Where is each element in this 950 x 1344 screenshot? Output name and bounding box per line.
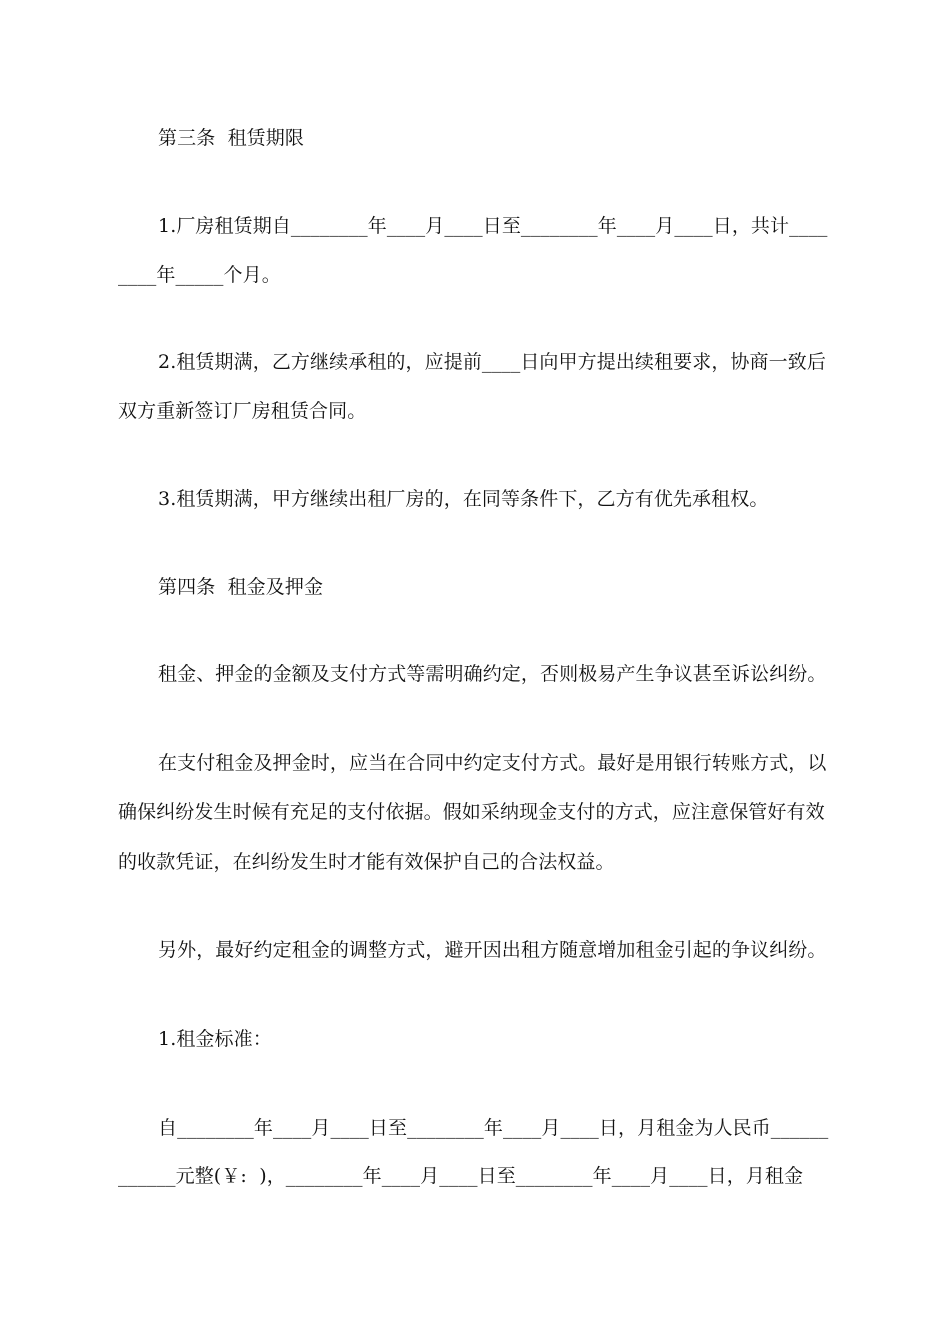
section4-item1: 1.租金标准： bbox=[158, 1028, 272, 1050]
rent-line2: ______元整(￥: )，________年____月____日至________年____月____日，月租金 bbox=[118, 1165, 804, 1187]
section4-para2-line1: 在支付租金及押金时，应当在合同中约定支付方式。最好是用银行转账方式，以 bbox=[158, 752, 827, 774]
section4-para2-line2: 确保纠纷发生时候有充足的支付依据。假如采纳现金支付的方式，应注意保管好有效 bbox=[118, 801, 825, 823]
section3-item1-line1 bbox=[158, 217, 830, 236]
section4-para3: 另外，最好约定租金的调整方式，避开因出租方随意增加租金引起的争议纠纷。 bbox=[158, 939, 827, 961]
section3-item1-line2: ____年_____个月。 bbox=[118, 264, 281, 286]
section3-item2-line2: 双方重新签订厂房租赁合同。 bbox=[118, 400, 367, 422]
section3-item2-line1: 2.租赁期满，乙方继续承租的，应提前____日向甲方提出续租要求，协商一致后 bbox=[158, 351, 826, 373]
section3-item3: 3.租赁期满，甲方继续出租厂房的，在同等条件下，乙方有优先承租权。 bbox=[158, 488, 769, 510]
section4-heading: 第四条 租金及押金 bbox=[158, 576, 324, 598]
section3-item1-line1-text: 1.厂房租赁期自________年____月____日至________年____月____日，共计____ bbox=[158, 215, 828, 237]
section4-para1: 租金、押金的金额及支付方式等需明确约定，否则极易产生争议甚至诉讼纠纷。 bbox=[158, 663, 827, 685]
section4-para2-line3: 的收款凭证，在纠纷发生时才能有效保护自己的合法权益。 bbox=[118, 851, 615, 873]
rent-line1: 自________年____月____日至________年____月____日，月租金为人民币______ bbox=[158, 1117, 829, 1139]
section3-heading: 第三条 租赁期限 bbox=[158, 127, 304, 149]
